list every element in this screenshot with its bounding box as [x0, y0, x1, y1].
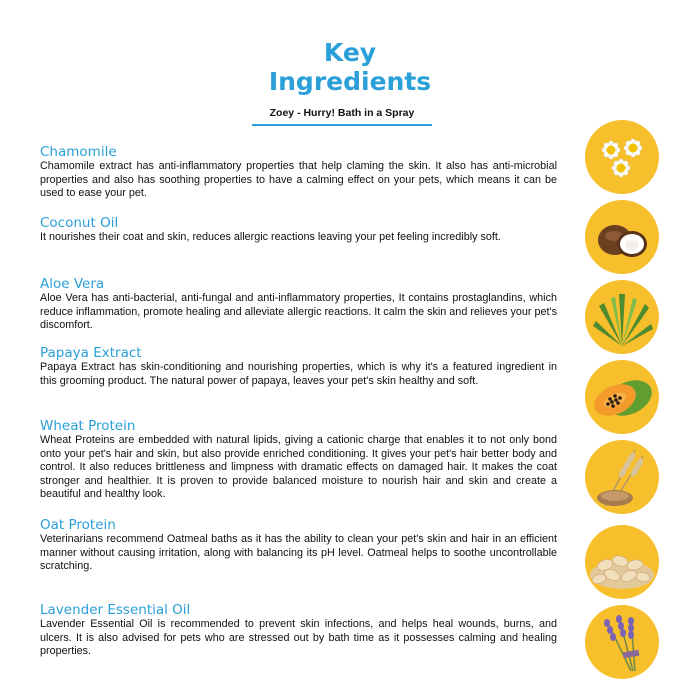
ingredient-chamomile	[40, 144, 557, 201]
chamomile-flowers-icon	[585, 120, 659, 194]
ingredient-description: It nourishes their coat and skin, reduces allergic reactions leaving your pet feeling incredibly soft.	[40, 231, 501, 243]
ingredient-description: Aloe Vera has anti-bacterial, anti-fungal and anti-inflammatory properties, It contains prostaglandins, which reduce inflammation, promote healing and alleviate allergic reactions. It calm the skin and relieves your pet's discomfort.	[40, 292, 557, 331]
ingredient-description: Papaya Extract has skin-conditioning and nourishing properties, which is why it's a featured ingredient in this grooming product. The natural power of papaya, leaves your pet's skin healthy and soft.	[40, 361, 557, 387]
ingredient-name: Chamomile	[40, 144, 117, 160]
ingredient-name: Papaya Extract	[40, 345, 142, 361]
ingredient-wheat-protein	[40, 418, 557, 502]
aloe-vera-icon	[585, 280, 659, 354]
page-title-line2: Ingredients	[268, 67, 432, 96]
wheat-icon	[585, 440, 659, 514]
ingredient-description: Wheat Proteins are embedded with natural lipids, giving a cationic charge that enables it to not only bond onto your pet's hair and skin, but also provide enriched conditioning. It gives your pet's hair better body and control. It also reduces brittleness and limpness with dramatic effects on damaged hair. It makes the coat stronger and healthier. It is proven to provide balanced moisture to nourish hair and skin and create a beautiful and healthy look.	[40, 434, 557, 500]
ingredient-name: Coconut Oil	[40, 215, 119, 231]
ingredient-description: Veterinarians recommend Oatmeal baths as it has the ability to clean your pet's skin and hair in an efficient manner without causing irritation, along with balancing its pH level. Oatmeal helps to soothe uncontrollable scratching.	[40, 533, 557, 572]
product-subtitle: Zoey - Hurry! Bath in a Spray	[252, 107, 432, 126]
ingredient-oat-protein	[40, 517, 557, 574]
ingredient-name: Aloe Vera	[40, 276, 105, 292]
ingredient-description: Lavender Essential Oil is recommended to prevent skin infections, and helps heal wounds, burns, and ulcers. It is also advised for pets who are stressed out by bath time as it possesses calming and healing properties.	[40, 618, 557, 657]
ingredient-coconut-oil	[40, 215, 557, 245]
oat-flakes-icon	[585, 525, 659, 599]
papaya-icon	[585, 360, 659, 434]
ingredient-name: Oat Protein	[40, 517, 116, 533]
page-title	[0, 38, 700, 96]
coconut-icon	[585, 200, 659, 274]
ingredient-name: Lavender Essential Oil	[40, 602, 191, 618]
ingredient-papaya-extract	[40, 345, 557, 388]
ingredient-description: Chamomile extract has anti-inflammatory properties that help claming the skin. It also has anti-microbial properties and also has soothing properties to have a calming effect on your pets, which means it can be used to ease your pet.	[40, 160, 557, 199]
ingredient-aloe-vera	[40, 276, 557, 333]
page-title-line1: Key	[323, 38, 377, 67]
ingredient-lavender-oil	[40, 602, 557, 659]
lavender-icon	[585, 605, 659, 679]
ingredient-name: Wheat Protein	[40, 418, 136, 434]
